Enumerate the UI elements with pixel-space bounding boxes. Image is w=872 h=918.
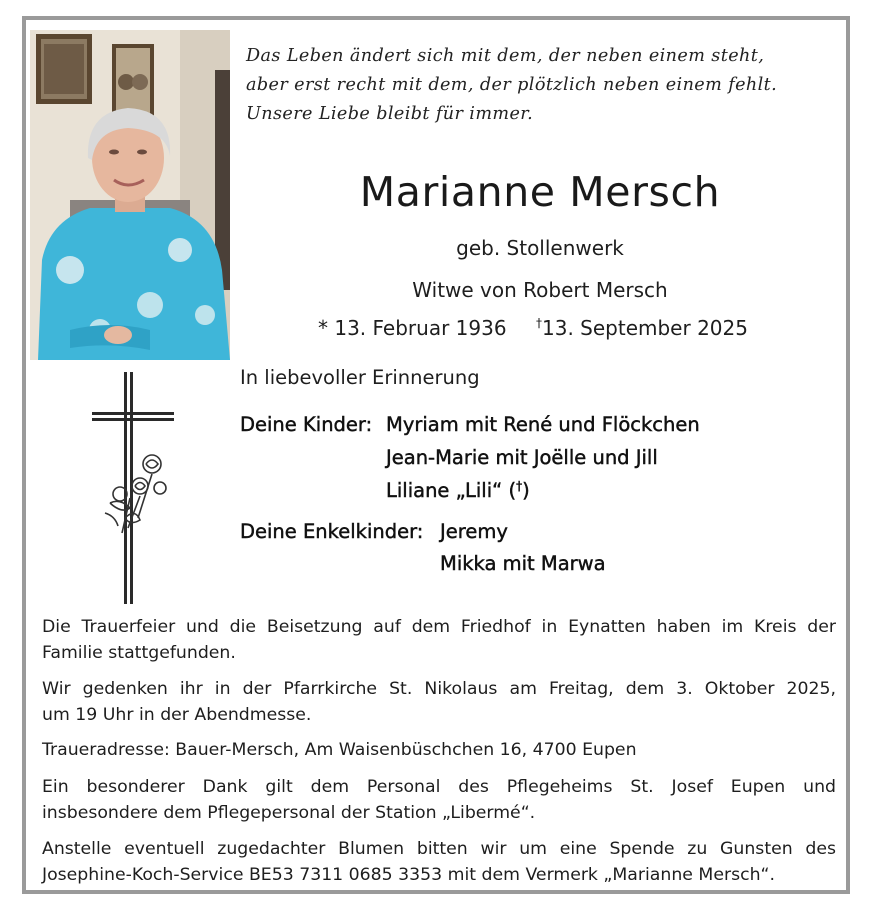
- paragraph-funeral: [42, 614, 836, 666]
- quote: [246, 42, 846, 129]
- child-1: Myriam mit René und Flöckchen: [386, 413, 700, 436]
- child-3: [386, 479, 530, 502]
- quote-line-3: Unsere Liebe bleibt für immer.: [246, 104, 534, 124]
- child-3-close: ): [522, 479, 530, 502]
- paragraph-donation-line-2: Josephine-Koch-Service BE53 7311 0685 3353 mit dem Vermerk „Marianne Mersch“.: [42, 865, 775, 885]
- paragraph-address-line-1: Traueradresse: Bauer-Mersch, Am Waisenbüschchen 16, 4700 Eupen: [42, 740, 637, 760]
- death-cross-icon: †: [536, 316, 542, 330]
- paragraph-thanks-line-1: Ein besonderer Dank gilt dem Personal des Pflegeheims St. Josef Eupen und: [42, 777, 836, 797]
- death-date-line: [536, 316, 748, 340]
- roses-icon: [105, 455, 166, 533]
- child-2: Jean-Marie mit Joëlle und Jill: [386, 446, 658, 469]
- child-3-name: Liliane „Lili“ (: [386, 479, 517, 502]
- quote-line-1: Das Leben ändert sich mit dem, der neben einem steht,: [246, 46, 765, 66]
- birth-date-line: [318, 316, 507, 340]
- birth-symbol: *: [318, 316, 328, 340]
- paragraph-funeral-line-1: Die Trauerfeier und die Beisetzung auf dem Friedhof in Eynatten haben im Kreis der: [42, 617, 836, 637]
- paragraph-mass-line-2: um 19 Uhr in der Abendmesse.: [42, 705, 312, 725]
- paragraph-mass-line-1: Wir gedenken ihr in der Pfarrkirche St. Nikolaus am Freitag, dem 3. Oktober 2025,: [42, 679, 836, 699]
- grandchildren-label: Deine Enkelkinder:: [240, 520, 424, 543]
- widow-line: Witwe von Robert Mersch: [412, 278, 668, 302]
- birth-date: 13. Februar 1936: [334, 316, 507, 340]
- paragraph-mass: [42, 676, 836, 728]
- grandchild-2: Mikka mit Marwa: [440, 552, 606, 575]
- death-date: 13. September 2025: [542, 316, 748, 340]
- paragraph-thanks-line-2: insbesondere dem Pflegepersonal der Station „Libermé“.: [42, 803, 536, 823]
- children-label: Deine Kinder:: [240, 413, 373, 436]
- portrait-photo: [30, 30, 230, 360]
- grandchild-1: Jeremy: [440, 520, 508, 543]
- paragraph-address: [42, 737, 836, 763]
- deceased-name: Marianne Mersch: [359, 168, 721, 216]
- small-cross-icon: †: [516, 479, 523, 493]
- paragraph-donation: [42, 836, 836, 888]
- memory-line: In liebevoller Erinnerung: [240, 366, 480, 389]
- quote-line-2: aber erst recht mit dem, der plötzlich neben einem fehlt.: [246, 75, 778, 95]
- born-name: geb. Stollenwerk: [456, 236, 624, 260]
- paragraph-funeral-line-2: Familie stattgefunden.: [42, 643, 236, 663]
- paragraph-donation-line-1: Anstelle eventuell zugedachter Blumen bitten wir um eine Spende zu Gunsten des: [42, 839, 836, 859]
- cross-icon: [80, 368, 190, 608]
- paragraph-thanks: [42, 774, 836, 826]
